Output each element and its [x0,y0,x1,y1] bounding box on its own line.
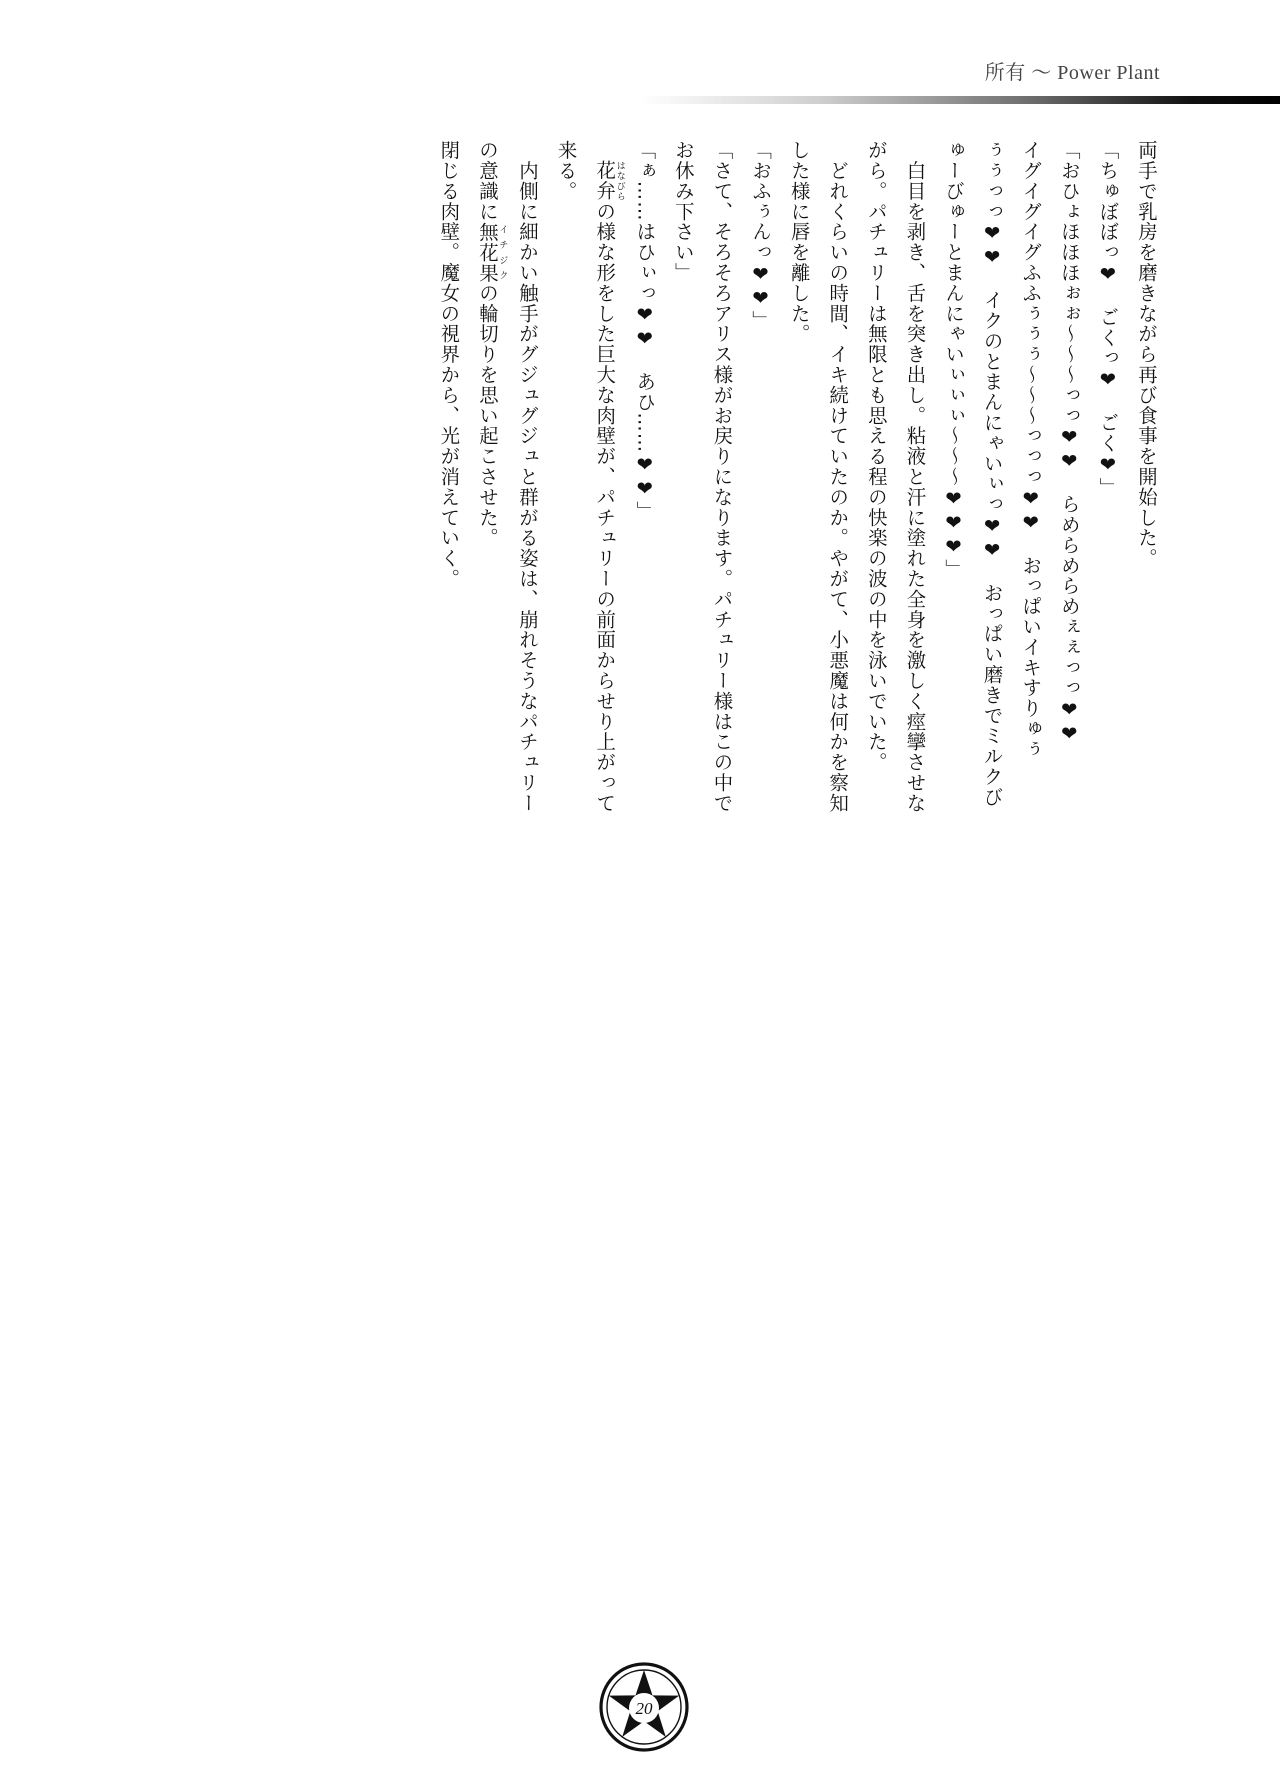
text-line: ぅぅっっ❤❤ イクのとまんにゃいぃっ❤❤ おっぱい磨きでミルクび [980,140,1004,808]
page-number: 20 [635,1699,653,1718]
text-line [467,140,507,780]
vertical-body-text [429,140,1165,814]
text-line [585,140,625,814]
ruby-base: 花弁 [593,160,617,202]
text-line: 白目を剥き、舌を突き出し。粘液と汗に塗れた全身を激しく痙攣させな [903,140,927,814]
text-line: がら。パチュリーは無限とも思える程の快楽の波の中を泳いでいた。 [864,140,888,773]
text-line: 両手で乳房を磨きながら再び食事を開始した。 [1135,140,1158,569]
text-segment: の輪切りを思い起こさせた。 [475,282,499,549]
ruby-annotation [593,160,625,202]
text-line: お休み下さい」 [671,140,695,283]
text-line: 「さて、そろそろアリス様がお戻りになります。パチュリー様はこの中で [710,140,734,814]
header-gradient-rule [640,96,1280,104]
text-line: 「ぁ……はひぃっ❤❤ あひ……❤❤」 [633,140,657,522]
text-line: ゅーびゅーとまんにゃいぃぃぃ〜〜〜❤❤❤」 [942,140,966,580]
ruby-base: 無花果 [475,221,499,283]
ruby-reading: はなびら [614,160,625,202]
ruby-annotation [475,221,508,283]
text-line: 内側に細かい触手がグジュグジュと群がる姿は、崩れそうなパチュリー [516,140,539,814]
ruby-reading: イチジク [497,221,508,283]
text-line: 「ちゅぼぼっ❤ ごくっ❤ ごく❤」 [1096,140,1120,498]
pentagram-emblem-icon [598,1661,690,1753]
text-line: した様に唇を離した。 [787,140,811,344]
text-segment: の意識に [475,140,499,222]
text-segment [593,140,616,160]
running-header-title: 所有 〜 Power Plant [984,62,1160,84]
text-line: 来る。 [554,140,578,202]
text-segment: の様な形をした巨大な肉壁が、パチュリーの前面からせり上がって [593,201,617,814]
text-line: どれくらいの時間、イキ続けていたのか。やがて、小悪魔は何かを察知 [826,140,850,814]
text-line: 「おふぅんっ❤❤」 [749,140,773,331]
text-line: イグイグイグふふぅぅぅ〜〜〜っっっ❤❤ おっぱいイキすりゅぅ [1019,140,1043,760]
text-line: 閉じる肉壁。魔女の視界から、光が消えていく。 [437,140,461,589]
text-line: 「おひょほほほぉぉ〜〜〜っっ❤❤ らめらめらめぇぇっっ❤❤ [1057,140,1081,746]
